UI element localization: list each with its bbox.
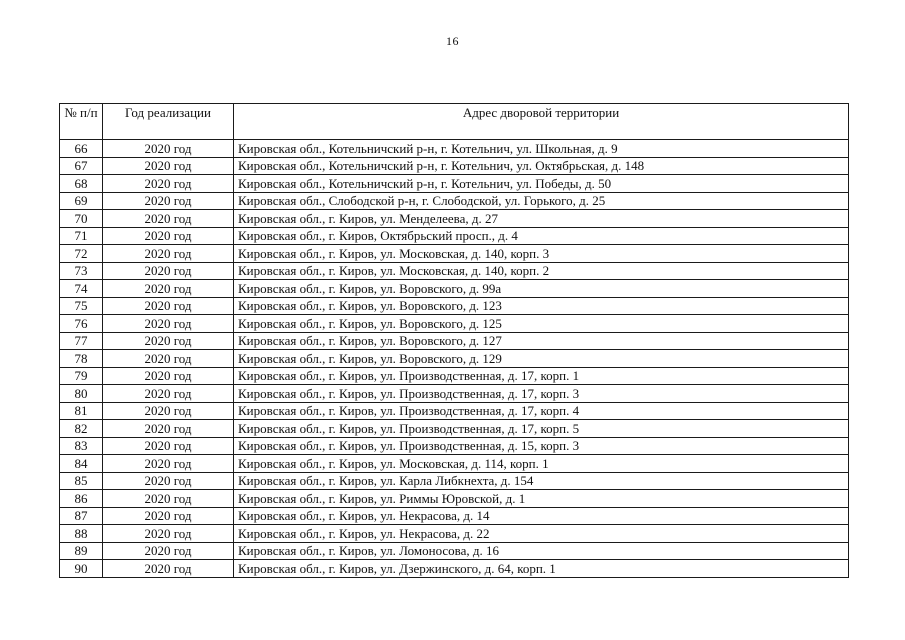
row-year-cell: 2020 год bbox=[103, 507, 234, 525]
row-address-cell: Кировская обл., г. Киров, ул. Производственная, д. 17, корп. 3 bbox=[234, 385, 849, 403]
row-address-cell: Кировская обл., г. Киров, ул. Воровского, д. 123 bbox=[234, 297, 849, 315]
row-number-cell: 85 bbox=[60, 472, 103, 490]
row-year-cell: 2020 год bbox=[103, 262, 234, 280]
row-number-cell: 87 bbox=[60, 507, 103, 525]
table-row bbox=[60, 227, 849, 245]
row-year-cell: 2020 год bbox=[103, 542, 234, 560]
row-number-cell: 73 bbox=[60, 262, 103, 280]
row-year-cell: 2020 год bbox=[103, 525, 234, 543]
table-row bbox=[60, 245, 849, 263]
table-body bbox=[60, 140, 849, 578]
table-row bbox=[60, 157, 849, 175]
row-address-cell: Кировская обл., Слободской р-н, г. Слободской, ул. Горького, д. 25 bbox=[234, 192, 849, 210]
row-number-cell: 78 bbox=[60, 350, 103, 368]
row-year-cell: 2020 год bbox=[103, 472, 234, 490]
row-number-cell: 86 bbox=[60, 490, 103, 508]
row-number-cell: 90 bbox=[60, 560, 103, 578]
courtyard-registry-table bbox=[59, 103, 849, 578]
row-number-cell: 84 bbox=[60, 455, 103, 473]
row-address-cell: Кировская обл., г. Киров, ул. Производственная, д. 15, корп. 3 bbox=[234, 437, 849, 455]
row-year-cell: 2020 год bbox=[103, 315, 234, 333]
row-number-cell: 76 bbox=[60, 315, 103, 333]
row-address-cell: Кировская обл., г. Киров, ул. Производственная, д. 17, корп. 1 bbox=[234, 367, 849, 385]
table-row bbox=[60, 175, 849, 193]
row-address-cell: Кировская обл., г. Киров, Октябрьский просп., д. 4 bbox=[234, 227, 849, 245]
row-number-cell: 69 bbox=[60, 192, 103, 210]
table-row bbox=[60, 315, 849, 333]
row-number-cell: 68 bbox=[60, 175, 103, 193]
row-address-cell: Кировская обл., г. Киров, ул. Некрасова, д. 14 bbox=[234, 507, 849, 525]
table-row bbox=[60, 367, 849, 385]
row-address-cell: Кировская обл., г. Киров, ул. Менделеева, д. 27 bbox=[234, 210, 849, 228]
table-row bbox=[60, 455, 849, 473]
row-year-cell: 2020 год bbox=[103, 437, 234, 455]
table-row bbox=[60, 332, 849, 350]
header-address: Адрес дворовой территории bbox=[234, 104, 849, 140]
table-row bbox=[60, 490, 849, 508]
table-row bbox=[60, 560, 849, 578]
row-address-cell: Кировская обл., Котельничский р-н, г. Котельнич, ул. Школьная, д. 9 bbox=[234, 140, 849, 158]
row-address-cell: Кировская обл., г. Киров, ул. Риммы Юровской, д. 1 bbox=[234, 490, 849, 508]
row-year-cell: 2020 год bbox=[103, 402, 234, 420]
row-number-cell: 71 bbox=[60, 227, 103, 245]
row-year-cell: 2020 год bbox=[103, 385, 234, 403]
table-row bbox=[60, 420, 849, 438]
row-year-cell: 2020 год bbox=[103, 210, 234, 228]
row-address-cell: Кировская обл., г. Киров, ул. Ломоносова, д. 16 bbox=[234, 542, 849, 560]
table-row bbox=[60, 472, 849, 490]
row-number-cell: 74 bbox=[60, 280, 103, 298]
row-address-cell: Кировская обл., Котельничский р-н, г. Котельнич, ул. Октябрьская, д. 148 bbox=[234, 157, 849, 175]
row-year-cell: 2020 год bbox=[103, 192, 234, 210]
row-number-cell: 67 bbox=[60, 157, 103, 175]
row-year-cell: 2020 год bbox=[103, 157, 234, 175]
row-year-cell: 2020 год bbox=[103, 490, 234, 508]
header-num: № п/п bbox=[60, 104, 103, 140]
row-number-cell: 70 bbox=[60, 210, 103, 228]
row-number-cell: 79 bbox=[60, 367, 103, 385]
row-year-cell: 2020 год bbox=[103, 297, 234, 315]
row-year-cell: 2020 год bbox=[103, 280, 234, 298]
table-row bbox=[60, 402, 849, 420]
row-year-cell: 2020 год bbox=[103, 367, 234, 385]
row-number-cell: 80 bbox=[60, 385, 103, 403]
row-number-cell: 75 bbox=[60, 297, 103, 315]
table-row bbox=[60, 385, 849, 403]
header-year: Год реализации bbox=[103, 104, 234, 140]
table-row bbox=[60, 507, 849, 525]
table-row bbox=[60, 525, 849, 543]
row-number-cell: 66 bbox=[60, 140, 103, 158]
row-address-cell: Кировская обл., г. Киров, ул. Производственная, д. 17, корп. 4 bbox=[234, 402, 849, 420]
row-year-cell: 2020 год bbox=[103, 245, 234, 263]
row-address-cell: Кировская обл., Котельничский р-н, г. Котельнич, ул. Победы, д. 50 bbox=[234, 175, 849, 193]
table-row bbox=[60, 437, 849, 455]
header-row bbox=[60, 104, 849, 140]
table-row bbox=[60, 262, 849, 280]
table-header bbox=[60, 104, 849, 140]
row-number-cell: 83 bbox=[60, 437, 103, 455]
row-address-cell: Кировская обл., г. Киров, ул. Дзержинского, д. 64, корп. 1 bbox=[234, 560, 849, 578]
row-address-cell: Кировская обл., г. Киров, ул. Московская, д. 140, корп. 3 bbox=[234, 245, 849, 263]
row-address-cell: Кировская обл., г. Киров, ул. Некрасова, д. 22 bbox=[234, 525, 849, 543]
row-number-cell: 77 bbox=[60, 332, 103, 350]
row-year-cell: 2020 год bbox=[103, 455, 234, 473]
row-number-cell: 89 bbox=[60, 542, 103, 560]
row-address-cell: Кировская обл., г. Киров, ул. Воровского, д. 99а bbox=[234, 280, 849, 298]
row-address-cell: Кировская обл., г. Киров, ул. Карла Либкнехта, д. 154 bbox=[234, 472, 849, 490]
row-year-cell: 2020 год bbox=[103, 332, 234, 350]
row-address-cell: Кировская обл., г. Киров, ул. Производственная, д. 17, корп. 5 bbox=[234, 420, 849, 438]
table-row bbox=[60, 297, 849, 315]
table-row bbox=[60, 140, 849, 158]
row-year-cell: 2020 год bbox=[103, 227, 234, 245]
row-number-cell: 72 bbox=[60, 245, 103, 263]
row-year-cell: 2020 год bbox=[103, 350, 234, 368]
row-address-cell: Кировская обл., г. Киров, ул. Московская, д. 140, корп. 2 bbox=[234, 262, 849, 280]
row-number-cell: 81 bbox=[60, 402, 103, 420]
page-number: 16 bbox=[446, 34, 459, 48]
table-row bbox=[60, 350, 849, 368]
row-address-cell: Кировская обл., г. Киров, ул. Московская, д. 114, корп. 1 bbox=[234, 455, 849, 473]
row-year-cell: 2020 год bbox=[103, 420, 234, 438]
table-row bbox=[60, 280, 849, 298]
row-number-cell: 82 bbox=[60, 420, 103, 438]
row-year-cell: 2020 год bbox=[103, 140, 234, 158]
row-year-cell: 2020 год bbox=[103, 175, 234, 193]
row-address-cell: Кировская обл., г. Киров, ул. Воровского, д. 127 bbox=[234, 332, 849, 350]
row-number-cell: 88 bbox=[60, 525, 103, 543]
row-year-cell: 2020 год bbox=[103, 560, 234, 578]
table-row bbox=[60, 542, 849, 560]
table-row bbox=[60, 210, 849, 228]
row-address-cell: Кировская обл., г. Киров, ул. Воровского, д. 125 bbox=[234, 315, 849, 333]
row-address-cell: Кировская обл., г. Киров, ул. Воровского, д. 129 bbox=[234, 350, 849, 368]
table-row bbox=[60, 192, 849, 210]
